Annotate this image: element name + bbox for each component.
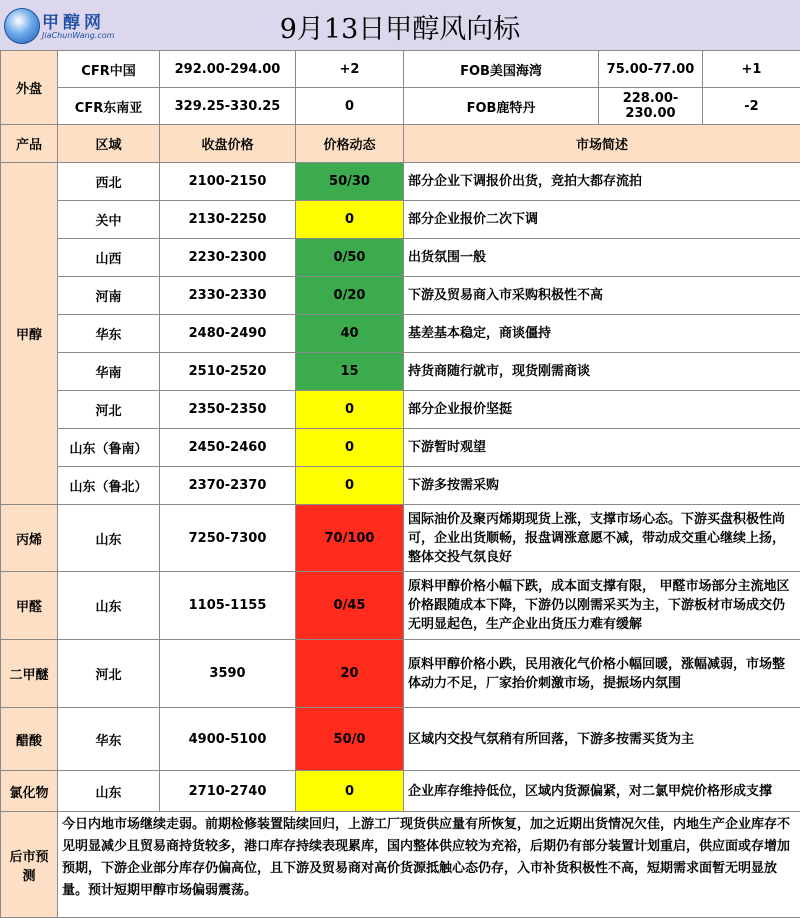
comment-cell: 原料甲醇价格小幅下跌，成本面支撑有限， 甲醛市场部分主流地区价格跟随成本下降，下游仍以刚需采买为主，下游板材市场成交仍无明显起色，生产企业出货压力难有缓解	[404, 572, 800, 640]
comment-cell: 部分企业报价二次下调	[404, 201, 800, 239]
price-cell: 2230-2300	[160, 239, 296, 277]
page-title: 9月13日甲醇风向标	[0, 7, 800, 46]
comment-cell: 区域内交投气氛稍有所回落，下游多按需买货为主	[404, 708, 800, 771]
region-cell: 西北	[58, 163, 160, 201]
move-cell: 50/30	[296, 163, 404, 201]
product-row	[1, 640, 800, 708]
region-cell: 河北	[58, 640, 160, 708]
foreign-row	[1, 51, 800, 88]
foreign-change: +2	[296, 51, 404, 88]
price-cell: 2370-2370	[160, 467, 296, 505]
product-row	[1, 505, 800, 572]
methanol-row	[1, 201, 800, 239]
methanol-row	[1, 353, 800, 391]
region-cell: 山东	[58, 572, 160, 640]
product-label: 氯化物	[1, 771, 58, 812]
price-cell: 3590	[160, 640, 296, 708]
product-row	[1, 771, 800, 812]
move-cell: 0	[296, 201, 404, 239]
product-label: 醋酸	[1, 708, 58, 771]
comment-cell: 下游及贸易商入市采购积极性不高	[404, 277, 800, 315]
header-close: 收盘价格	[160, 125, 296, 163]
move-cell: 40	[296, 315, 404, 353]
product-label: 丙烯	[1, 505, 58, 572]
forecast-text: 今日内地市场继续走弱。前期检修装置陆续回归，上游工厂现货供应量有所恢复，加之近期出货情况欠佳，内地生产企业库存不见明显减少且贸易商持货较多，港口库存持续表现累库，国内整体供应较为充裕，后期仍有部分装置计划重启，供应面或存增加预期，下游企业部分库存仍偏高位，且下游及贸易商对高价货源抵触心态仍存，入市补货积极性不高，短期需求面暂无明显放量。预计短期甲醇市场偏弱震荡。	[58, 812, 800, 918]
methanol-row	[1, 391, 800, 429]
price-cell: 2450-2460	[160, 429, 296, 467]
region-cell: 华南	[58, 353, 160, 391]
foreign-price: 292.00-294.00	[160, 51, 296, 88]
product-row	[1, 572, 800, 640]
product-label: 甲醛	[1, 572, 58, 640]
methanol-row	[1, 163, 800, 201]
price-cell: 7250-7300	[160, 505, 296, 572]
market-table	[0, 50, 800, 918]
logo-url: JiaChunWang.com	[42, 31, 114, 40]
comment-cell: 持货商随行就市，现货刚需商谈	[404, 353, 800, 391]
header-region: 区域	[58, 125, 160, 163]
title-bar	[0, 0, 800, 51]
comment-cell: 国际油价及聚丙烯期现货上涨，支撑市场心态。下游买盘积极性尚可，企业出货顺畅，报盘调涨意愿不减，带动成交重心继续上扬，整体交投气氛良好	[404, 505, 800, 572]
region-cell: 山东	[58, 505, 160, 572]
forecast-row	[1, 812, 800, 918]
price-cell: 1105-1155	[160, 572, 296, 640]
methanol-row	[1, 277, 800, 315]
foreign-name: CFR东南亚	[58, 88, 160, 125]
move-cell: 0	[296, 391, 404, 429]
foreign-row	[1, 88, 800, 125]
region-cell: 华东	[58, 708, 160, 771]
price-cell: 2480-2490	[160, 315, 296, 353]
move-cell: 70/100	[296, 505, 404, 572]
price-cell: 2100-2150	[160, 163, 296, 201]
foreign-name: CFR中国	[58, 51, 160, 88]
region-cell: 河南	[58, 277, 160, 315]
region-cell: 山东	[58, 771, 160, 812]
move-cell: 0/20	[296, 277, 404, 315]
header-move: 价格动态	[296, 125, 404, 163]
header-row	[1, 125, 800, 163]
foreign-change: +1	[703, 51, 800, 88]
comment-cell: 下游多按需采购	[404, 467, 800, 505]
price-cell: 2330-2330	[160, 277, 296, 315]
foreign-price: 228.00-230.00	[599, 88, 703, 125]
foreign-name: FOB鹿特丹	[404, 88, 599, 125]
comment-cell: 企业库存维持低位，区域内货源偏紧，对二氯甲烷价格形成支撑	[404, 771, 800, 812]
move-cell: 15	[296, 353, 404, 391]
logo-name: 甲醇网	[42, 8, 105, 33]
comment-cell: 部分企业报价坚挺	[404, 391, 800, 429]
price-cell: 2510-2520	[160, 353, 296, 391]
region-cell: 山东（鲁北）	[58, 467, 160, 505]
methanol-row	[1, 239, 800, 277]
move-cell: 0/50	[296, 239, 404, 277]
region-cell: 山西	[58, 239, 160, 277]
methanol-row	[1, 467, 800, 505]
comment-cell: 基差基本稳定，商谈僵持	[404, 315, 800, 353]
move-cell: 0	[296, 771, 404, 812]
comment-cell: 原料甲醇价格小跌，民用液化气价格小幅回暖，涨幅减弱，市场整体动力不足，厂家抬价刺激市场，提振场内氛围	[404, 640, 800, 708]
header-product: 产品	[1, 125, 58, 163]
move-cell: 0/45	[296, 572, 404, 640]
region-cell: 山东（鲁南）	[58, 429, 160, 467]
move-cell: 50/0	[296, 708, 404, 771]
price-cell: 2350-2350	[160, 391, 296, 429]
price-cell: 2710-2740	[160, 771, 296, 812]
region-cell: 河北	[58, 391, 160, 429]
foreign-label: 外盘	[1, 51, 58, 125]
foreign-change: 0	[296, 88, 404, 125]
comment-cell: 下游暂时观望	[404, 429, 800, 467]
foreign-price: 75.00-77.00	[599, 51, 703, 88]
foreign-price: 329.25-330.25	[160, 88, 296, 125]
forecast-label: 后市预测	[1, 812, 58, 918]
methanol-row	[1, 429, 800, 467]
comment-cell: 出货氛围一般	[404, 239, 800, 277]
move-cell: 0	[296, 467, 404, 505]
price-cell: 4900-5100	[160, 708, 296, 771]
price-cell: 2130-2250	[160, 201, 296, 239]
foreign-change: -2	[703, 88, 800, 125]
region-cell: 关中	[58, 201, 160, 239]
methanol-row	[1, 315, 800, 353]
product-label: 二甲醚	[1, 640, 58, 708]
region-cell: 华东	[58, 315, 160, 353]
product-row	[1, 708, 800, 771]
foreign-name: FOB美国海湾	[404, 51, 599, 88]
product-label: 甲醇	[1, 163, 58, 505]
header-comment: 市场简述	[404, 125, 800, 163]
move-cell: 0	[296, 429, 404, 467]
move-cell: 20	[296, 640, 404, 708]
comment-cell: 部分企业下调报价出货，竞拍大都存流拍	[404, 163, 800, 201]
